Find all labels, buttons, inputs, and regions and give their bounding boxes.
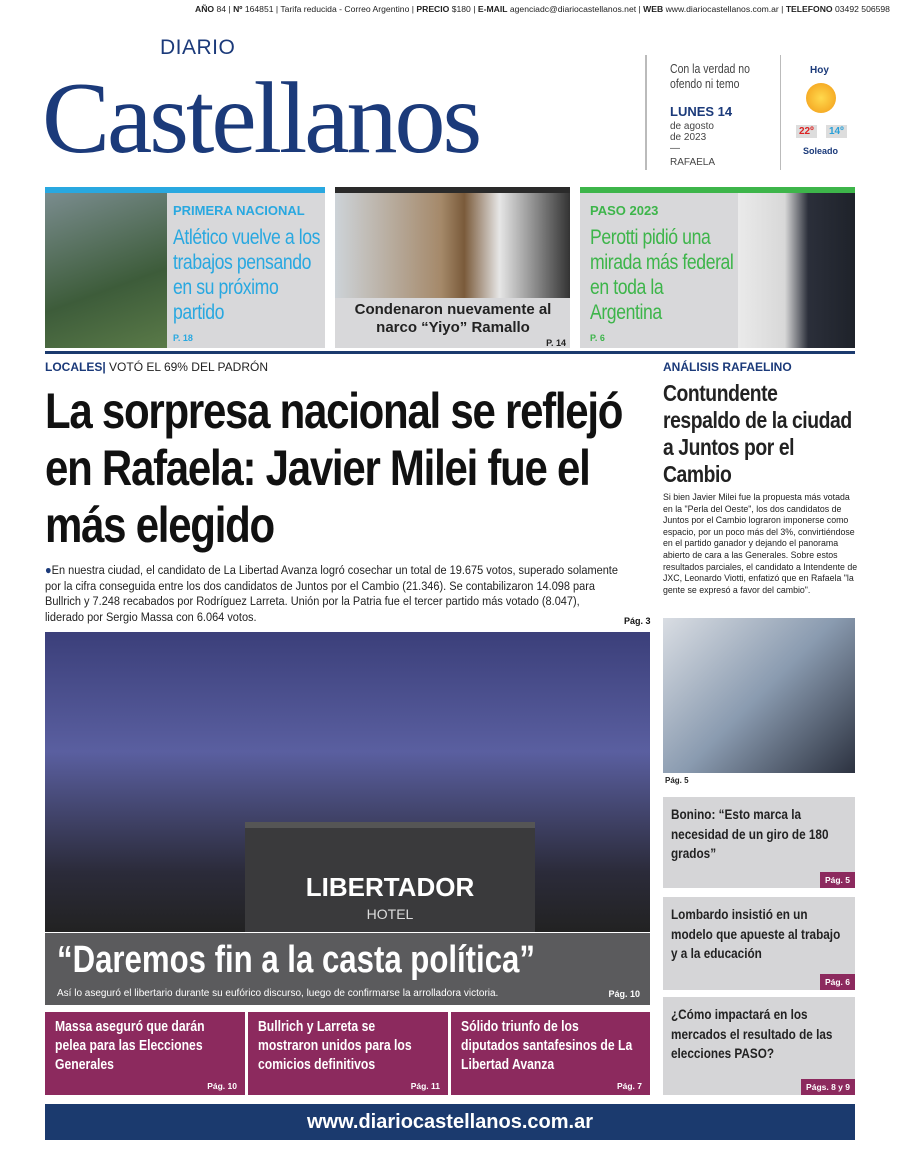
masthead-info-line: AÑO 84 | Nº 164851 | Tarifa reducida - Correo Argentino | PRECIO $180 | E-MAIL agenciadc@diariocastellanos.net | WEB www.diariocastellanos.com.ar | TELEFONO 03492 506598	[195, 4, 890, 14]
main-photo	[45, 632, 650, 932]
teaser-kicker: PRIMERA NACIONAL	[173, 203, 305, 218]
side-story[interactable]	[663, 797, 855, 888]
divider	[780, 55, 781, 170]
sep: |	[102, 360, 106, 374]
teaser-photo	[335, 193, 570, 298]
divider	[645, 55, 647, 170]
city: RAFAELA	[670, 157, 716, 168]
date-year: de 2023	[670, 132, 707, 143]
main-page: Pág. 3	[624, 616, 651, 626]
podium-sign: LIBERTADOR	[305, 872, 475, 902]
teaser-photo	[45, 193, 167, 348]
footer-url[interactable]: www.diariocastellanos.com.ar	[45, 1104, 855, 1140]
analysis-kicker: ANÁLISIS RAFAELINO	[663, 360, 792, 374]
story-title: Lombardo insistió en un modelo que apueste al trabajo y a la educación	[671, 906, 841, 961]
story-page: Pág. 5	[820, 872, 855, 888]
quote-text: “Daremos fin a la casta política”	[57, 939, 535, 981]
analysis-page: Pág. 5	[665, 776, 689, 785]
logo-castellanos[interactable]: Castellanos	[42, 62, 480, 175]
label: TELEFONO	[785, 4, 833, 14]
teaser-title: Condenaron nuevamente al narco “Yiyo” Ramallo	[354, 301, 552, 336]
side-story[interactable]	[663, 897, 855, 990]
label: E-MAIL	[477, 4, 508, 14]
story-title: Sólido triunfo de los diputados santafesinos de La Libertad Avanza	[461, 1019, 633, 1073]
quote-subtitle: Así lo aseguró el libertario durante su eufórico discurso, luego de confirmarse la arrolladora victoria.	[57, 988, 499, 999]
bottom-story[interactable]	[451, 1012, 650, 1095]
section-label: LOCALES	[45, 360, 103, 374]
story-page: Pág. 7	[616, 1081, 642, 1091]
phone: 03492 506598	[835, 4, 890, 14]
weekday: LUNES 14	[670, 104, 733, 119]
podium-sign-sub: HOTEL	[366, 906, 414, 922]
issue-number: 164851	[244, 4, 274, 14]
analysis-body: Si bien Javier Milei fue la propuesta más votada en la "Perla del Oeste", los dos candidatos de Juntos por el Cambio lograron imponerse como espacio, por un poco más del 3%, convirtiéndose en el partido ganador y dejando el panorama abierto de cara a las Generales. Sobre estos resultados parciales, el candidato a Intendente de JXC, Leonardo Viotti, enfatizó que en Rafaela "la gente se expresó a favor del cambio".	[663, 492, 858, 595]
story-title: ¿Cómo impactará en los mercados el resultado de las elecciones PASO?	[671, 1006, 833, 1061]
teaser-photo	[738, 193, 855, 348]
sun-icon	[806, 83, 836, 113]
story-title: Bonino: “Esto marca la necesidad de un giro de 180 grados”	[671, 806, 829, 861]
label: WEB	[643, 4, 664, 14]
date	[670, 121, 714, 154]
analysis-headline[interactable]: Contundente respaldo de la ciudad a Juntos por el Cambio	[663, 380, 852, 487]
teaser-title: Perotti pidió una mirada más federal en toda la Argentina	[590, 226, 734, 324]
logo-diario: DIARIO	[160, 36, 236, 59]
teaser-ramallo[interactable]	[335, 187, 570, 348]
temp-min: 14º	[826, 125, 847, 138]
story-page: Pág. 10	[207, 1081, 237, 1091]
bullet-icon: ●	[45, 563, 52, 577]
teaser-perotti[interactable]	[580, 187, 855, 348]
price: $180	[451, 4, 471, 14]
main-headline[interactable]: La sorpresa nacional se reflejó en Rafaela: Javier Milei fue el más elegido	[45, 383, 623, 553]
weather-label: Hoy	[810, 65, 829, 76]
side-story[interactable]	[663, 997, 855, 1095]
kicker-text: VOTÓ EL 69% DEL PADRÓN	[109, 360, 268, 374]
bottom-story[interactable]	[248, 1012, 448, 1095]
story-page: Pág. 11	[410, 1081, 440, 1091]
email[interactable]: agenciadc@diariocastellanos.net	[509, 4, 637, 14]
teaser-page: P. 14	[546, 338, 566, 348]
main-kicker	[45, 360, 268, 374]
weather-condition: Soleado	[803, 146, 839, 156]
main-body-text: En nuestra ciudad, el candidato de La Libertad Avanza logró cosechar un total de 19.675 votos, superado solamente por la cifra conseguida entre los dos candidatos de Juntos por el Cambio (21.346). Se contabilizaron 14.098 para Bullrich y 7.248 recabados por Rodríguez Larreta. Unión por la Patria fue el tercer partido más votado (8.047), liderado por Sergio Massa con 6.064 votos.	[45, 563, 618, 624]
web-link[interactable]: www.diariocastellanos.com.ar	[665, 4, 779, 14]
temp-max: 22º	[796, 125, 817, 138]
year-number: 84	[216, 4, 227, 14]
tarifa: Tarifa reducida - Correo Argentino	[280, 4, 410, 14]
rule	[45, 351, 855, 354]
slogan: Con la verdad no ofendo ni temo	[670, 62, 750, 91]
quote-page: Pág. 10	[608, 989, 640, 999]
teaser-kicker: PASO 2023	[590, 203, 659, 218]
teaser-atletico[interactable]	[45, 187, 325, 348]
analysis-photo	[663, 618, 855, 773]
label: Nº	[233, 4, 243, 14]
quote-bar[interactable]	[45, 933, 650, 1005]
label: PRECIO	[416, 4, 450, 14]
teaser-page: P. 18	[173, 333, 193, 343]
teaser-page: P. 6	[590, 333, 605, 343]
story-page: Págs. 8 y 9	[801, 1079, 855, 1095]
story-page: Pág. 6	[820, 974, 855, 990]
dash: —	[670, 143, 680, 154]
date-month: de agosto	[670, 121, 714, 132]
main-body	[45, 563, 621, 625]
story-title: Massa aseguró que darán pelea para las Elecciones Generales	[55, 1019, 205, 1073]
label: AÑO	[195, 4, 215, 14]
teaser-title: Atlético vuelve a los trabajos pensando en su próximo partido	[173, 226, 321, 324]
bottom-story[interactable]	[45, 1012, 245, 1095]
story-title: Bullrich y Larreta se mostraron unidos para los comicios definitivos	[258, 1019, 412, 1073]
